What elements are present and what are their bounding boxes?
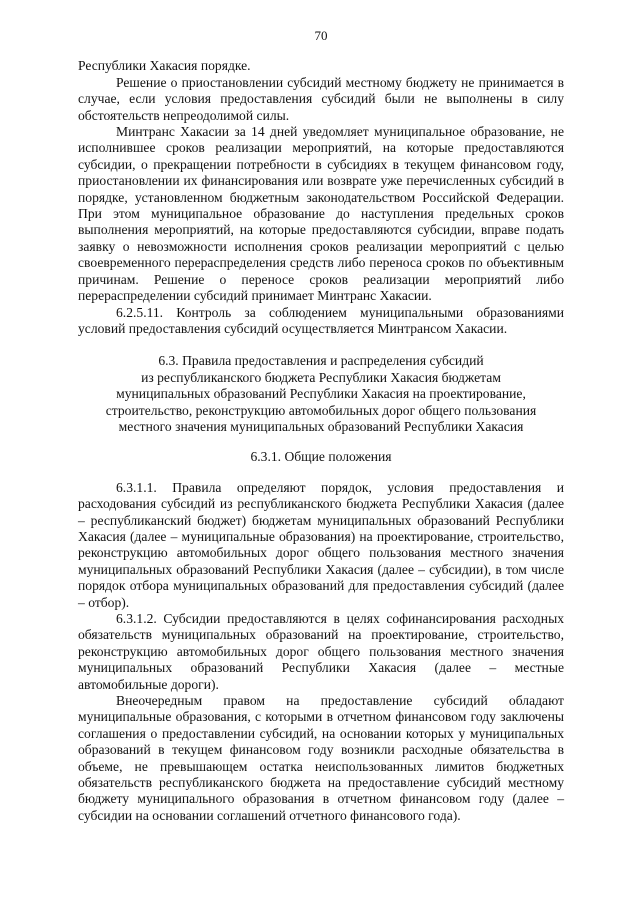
section-heading-line: из республиканского бюджета Республики Хакасия бюджетам: [141, 369, 501, 385]
section-heading-line: местного значения муниципальных образований Республики Хакасия: [118, 418, 524, 434]
paragraph-mintrans-notice: Минтранс Хакасии за 14 дней уведомляет муниципальное образование, не исполнившее сроков реализации мероприятий, на которые предоставляются субсидии, о прекращении потребности в субсидиях в текущем финансовом году, приостановлении их финансирования или возврате уже перечисленных субсидий в порядке, установленном бюджетным законодательством Российской Федерации. При этом муниципальное образование до наступления предельных сроков выполнения мероприятий, на которые предоставляются субсидии, вправе подать заявку о невозможности исполнения сроков реализации мероприятий с целью своевременного перераспределения средств либо переноса сроков по объективным причинам. Решение о переносе сроков реализации мероприятий либо перераспределении субсидий принимает Минтранс Хакасии.: [78, 124, 564, 304]
paragraph-suspension-decision: Решение о приостановлении субсидий местному бюджету не принимается в случае, если условия предоставления субсидий были не выполнены в силу обстоятельств непреодолимой силы.: [78, 74, 564, 123]
section-heading-line: 6.3. Правила предоставления и распределения субсидий: [158, 353, 484, 369]
paragraph-6-3-1-1: 6.3.1.1. Правила определяют порядок, условия предоставления и расходования субсидий из республиканского бюджета Республики Хакасия (далее – республиканский бюджет) бюджетам муниципальных образований Республики Хакасия (далее – муниципальные образования) на проектирование, строительство, реконструкцию автомобильных дорог общего пользования местного значения муниципальных образований Республики Хакасия (далее – субсидии), в том числе порядок отбора муниципальных образований для предоставления субсидий (далее – отбор).: [78, 479, 564, 610]
section-heading-6-3: [78, 353, 564, 435]
paragraph-6-3-1-2: 6.3.1.2. Субсидии предоставляются в целях софинансирования расходных обязательств муниципальных образований на проектирование, строительство, реконструкцию автомобильных дорог общего пользования местного значения муниципальных образований Республики Хакасия (далее – местные автомобильные дороги).: [78, 611, 564, 692]
subsection-heading-6-3-1: 6.3.1. Общие положения: [250, 449, 392, 465]
section-heading-line: муниципальных образований Республики Хакасия на проектирование,: [116, 386, 526, 402]
document-page: [78, 28, 564, 824]
section-heading-line: строительство, реконструкцию автомобильных дорог общего пользования: [105, 402, 537, 418]
paragraph-6-2-5-11: 6.2.5.11. Контроль за соблюдением муниципальными образованиями условий предоставления субсидий осуществляется Минтрансом Хакасии.: [78, 304, 564, 336]
paragraph-continuation: Республики Хакасия порядке.: [78, 58, 251, 74]
paragraph-priority-right: Внеочередным правом на предоставление субсидий обладают муниципальные образования, с которыми в отчетном финансовом году заключены соглашения о предоставлении субсидий, на основании которых у муниципальных образований в текущем финансовом году возникли расходные обязательства в объеме, не превышающем остатка неиспользованных лимитов бюджетных обязательств республиканского бюджета на предоставление субсидий местному бюджету муниципального образования в отчетном финансовом году (далее – субсидии на основании соглашений отчетного финансового года).: [78, 693, 564, 823]
page-number: 70: [314, 28, 328, 43]
